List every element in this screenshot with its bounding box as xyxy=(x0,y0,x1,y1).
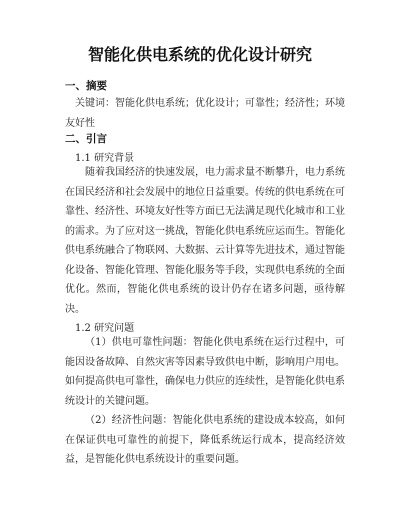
section-heading-introduction: 二、引言 xyxy=(65,133,107,145)
keywords-paragraph: 关键词：智能化供电系统；优化设计；可靠性；经济性；环境友好性 xyxy=(65,98,345,129)
subsection-heading-background: 1.1 研究背景 xyxy=(75,153,135,164)
subsection-heading-research-questions: 1.2 研究问题 xyxy=(75,323,135,334)
question-item-reliability: （1）供电可靠性问题：智能化供电系统在运行过程中，可能因设备故障、自然灾害等因素导致供电中断，影响用户用电。如何提高供电可靠性，确保电力供应的连续性，是智能化供电系统设计的关键问题。 xyxy=(65,337,345,407)
section-heading-abstract: 一、摘要 xyxy=(65,80,107,92)
document-title: 智能化供电系统的优化设计研究 xyxy=(87,45,312,64)
question-item-economy: （2）经济性问题：智能化供电系统的建设成本较高，如何在保证供电可靠性的前提下，降低系统运行成本，提高经济效益，是智能化供电系统设计的重要问题。 xyxy=(65,415,345,465)
background-paragraph: 随着我国经济的快速发展，电力需求量不断攀升，电力系统在国民经济和社会发展中的地位日益重要。传统的供电系统在可靠性、经济性、环境友好性等方面已无法满足现代化城市和工业的需求。为了应对这一挑战，智能化供电系统应运而生。智能化供电系统融合了物联网、大数据、云计算等先进技术，通过智能化设备、智能化管理、智能化服务等手段，实现供电系统的全面优化。然而，智能化供电系统的设计仍存在诸多问题，亟待解决。 xyxy=(65,167,345,315)
